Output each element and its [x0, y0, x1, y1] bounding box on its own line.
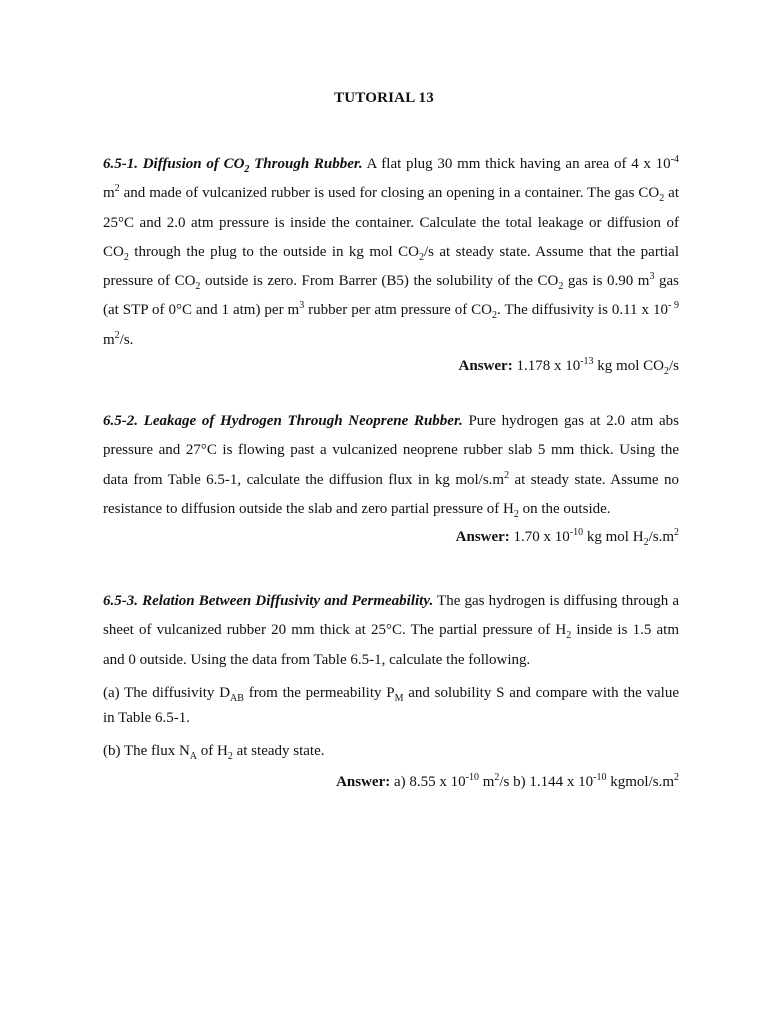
- answer-line: Answer: a) 8.55 x $10^{-10}$ $m^2/s$ b) 1.144 x $10^{-10}$ kgmol/$s.m^2$: [336, 771, 679, 790]
- page-title: TUTORIAL 13: [334, 90, 434, 106]
- problem-text: 6.5-3. Relation Between Diffusivity and Permeability. The gas hydrogen is diffusing through a sheet of vulcanized rubber 20 mm thick at 25°C. The partial pressure of $H_2$ inside is 1.5 atm and 0 outside. Using the data from Table 6.5-1, calculate the following.: [103, 593, 680, 668]
- problem-6-5-1: [103, 150, 680, 378]
- sub-question-a: (a) The diffusivity $D_{AB}$ from the permeability $P_M$ and solubility S and compare with the value in Table 6.5-1.: [103, 684, 679, 726]
- problem-6-5-2: [103, 407, 679, 549]
- problem-text: 6.5-1. Diffusion of $CO_2$ Through Rubber. A flat plug 30 mm thick having an area of 4 x $10^{-4}$ $m^2$ and made of vulcanized rubber is used for closing an opening in a container. The gas $CO_2$ at 25°C and 2.0 atm pressure is inside the container. Calculate the total leakage or diffusion of $CO_2$ through the plug to the outside in kg mol $CO_2/s$ at steady state. Assume that the partial pressure of $CO_2$ outside is zero. From Barrer (B5) the solubility of the $CO_2$ gas is 0.90 $m^3$ gas (at STP of 0°C and 1 atm) per $m^3$ rubber per atm pressure of $CO_2$. The diffusivity is 0.11 x $10^{- 9}$ $m^2/s$.: [103, 154, 680, 348]
- problem-heading: 6.5-2. Leakage of Hydrogen Through Neoprene Rubber.: [103, 413, 463, 429]
- problem-heading: 6.5-1. Diffusion of $CO_2$ Through Rubber.: [103, 156, 363, 175]
- answer-line: Answer: 1.178 x $10^{-13}$ kg mol $CO_2/s$: [458, 356, 679, 378]
- sub-question-b: (b) The flux $N_A$ of $H_2$ at steady state.: [103, 742, 325, 762]
- problem-text: 6.5-2. Leakage of Hydrogen Through Neoprene Rubber. Pure hydrogen gas at 2.0 atm abs pressure and 27°C is flowing past a vulcanized neoprene rubber slab 5 mm thick. Using the data from Table 6.5-1, calculate the diffusion flux in kg mol/$s.m^2$ at steady state. Assume no resistance to diffusion outside the slab and zero partial pressure of $H_2$ on the outside.: [103, 413, 679, 520]
- problem-heading: 6.5-3. Relation Between Diffusivity and Permeability.: [103, 593, 434, 609]
- answer-line: Answer: 1.70 x $10^{-10}$ kg mol $H_2/s.m^2$: [455, 527, 679, 549]
- problem-6-5-3: [103, 587, 679, 791]
